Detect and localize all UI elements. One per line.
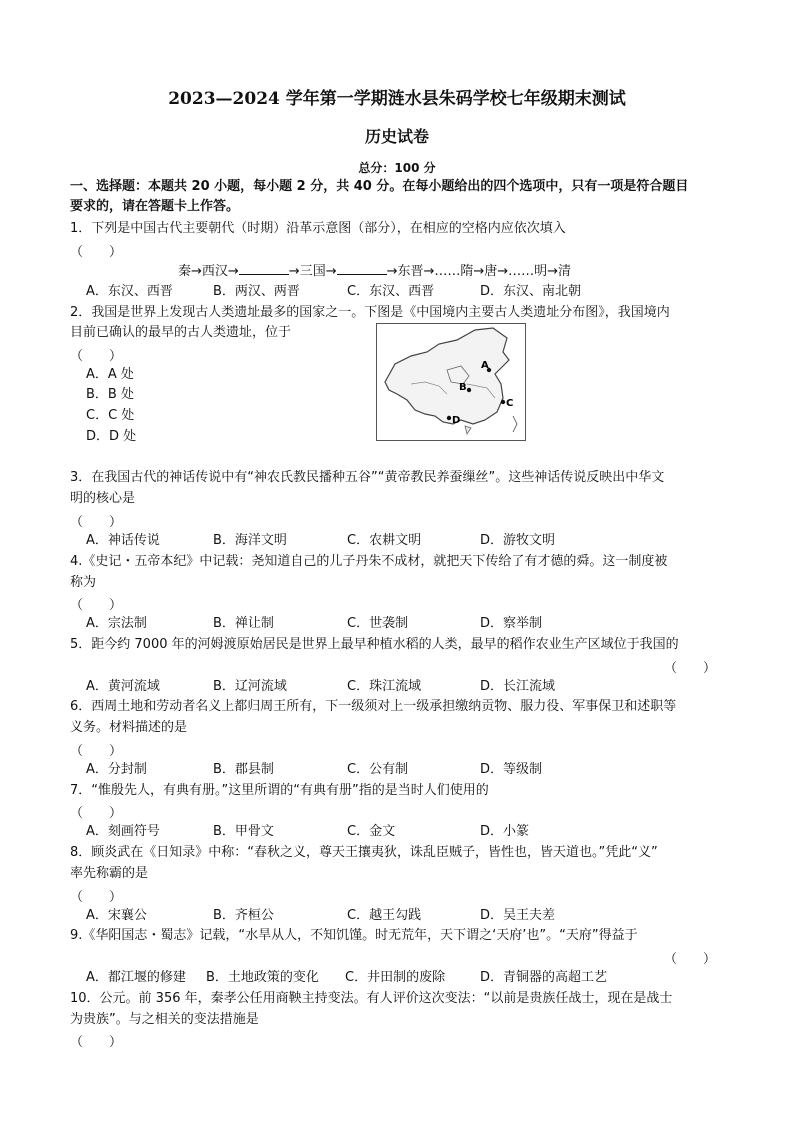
q1-option-c[interactable]: C．东汉、西晋 [347,284,435,299]
q1-option-d[interactable]: D．东汉、南北朝 [480,284,582,299]
q2-option-a[interactable]: A．A 处 [86,367,134,382]
q8-option-c[interactable]: C．越王勾践 [347,908,422,923]
china-map-graphic [377,324,525,440]
q8-answer-paren: （ ） [70,890,123,905]
q5-option-d[interactable]: D．长江流域 [480,679,556,694]
q1-blank-2 [337,262,387,275]
q2-stem-line2: 目前已确认的最早的古人类遗址，位于 [70,325,292,340]
site-marker-d [447,416,451,420]
q6-stem-line2: 义务。材料描述的是 [70,720,188,735]
q7-option-d[interactable]: D．小篆 [480,824,530,839]
q7-option-b[interactable]: B．甲骨文 [213,824,274,839]
q8-stem-line1: 8．顾炎武在《日知录》中称：“春秋之义，尊天王攘夷狄，诛乱臣贼子，皆性也，皆天道也。”凭此“义” [70,845,658,860]
q4-option-a[interactable]: A．宗法制 [86,616,147,631]
q6-option-d[interactable]: D．等级制 [480,762,543,777]
q3-option-b[interactable]: B．海洋文明 [213,533,287,548]
china-ancient-sites-map [376,323,526,441]
q4-answer-paren: （ ） [70,598,123,613]
q4-option-c[interactable]: C．世袭制 [347,616,409,631]
q9-option-b[interactable]: B．土地政策的变化 [206,970,319,985]
site-marker-c [501,400,505,404]
q4-stem-line1: 4.《史记・五帝本纪》中记载：尧知道自己的儿子丹朱不成材，就把天下传给了有才德的舜。这一制度被 [70,554,668,569]
total-score: 总分：100 分 [358,161,436,175]
q1-option-b[interactable]: B．两汉、两晋 [213,284,300,299]
q9-option-d[interactable]: D．青铜器的高超工艺 [480,970,608,985]
q8-option-a[interactable]: A．宋襄公 [86,908,147,923]
q4-option-d[interactable]: D．察举制 [480,616,543,631]
site-label-b: B [459,382,467,393]
exam-title: 2023—2024 学年第一学期涟水县朱码学校七年级期末测试 [168,89,626,109]
q2-option-d[interactable]: D．D 处 [86,429,137,444]
q6-option-a[interactable]: A．分封制 [86,762,147,777]
exam-subtitle: 历史试卷 [364,127,429,146]
q5-option-c[interactable]: C．珠江流域 [347,679,422,694]
q5-option-a[interactable]: A．黄河流域 [86,679,160,694]
site-marker-b [467,388,471,392]
q9-answer-paren: （ ） [664,952,717,967]
q2-answer-paren: （ ） [70,349,123,364]
q7-option-a[interactable]: A．刻画符号 [86,824,160,839]
q9-option-c[interactable]: C．井田制的废除 [345,970,446,985]
q10-stem-line1: 10．公元。前 356 年，秦孝公任用商鞅主持变法。有人评价这次变法：“以前是贵族任战士，现在是战士 [70,991,673,1006]
q2-option-b[interactable]: B．B 处 [86,387,134,402]
section-instructions-line1: 一、选择题：本题共 20 小题，每小题 2 分，共 40 分。在每小题给出的四个选项中，只有一项是符合题目 [70,179,689,194]
q9-stem-line1: 9.《华阳国志・蜀志》记载，“水旱从人，不知饥馑。时无荒年，天下谓之‘天府’也”。“天府”得益于 [70,928,638,943]
q8-option-d[interactable]: D．吴王夫差 [480,908,556,923]
q1-seq-part-b: →三国→ [288,264,337,279]
q6-stem-line1: 6．西周土地和劳动者名义上都归周王所有，下一级须对上一级承担缴纳贡物、服力役、军事保卫和述职等 [70,699,677,714]
q3-option-c[interactable]: C．农耕文明 [347,533,422,548]
site-label-d: D [452,415,461,426]
q4-option-b[interactable]: B．禅让制 [213,616,274,631]
q10-answer-paren: （ ） [70,1035,123,1050]
q7-stem-line1: 7．“惟殷先人，有典有册。”这里所谓的“有典有册”指的是当时人们使用的 [70,783,489,798]
q1-stem: 1．下列是中国古代主要朝代（时期）沿革示意图（部分），在相应的空格内应依次填入 [70,221,566,236]
q10-stem-line2: 为贵族”。与之相关的变法措施是 [70,1012,259,1027]
section-instructions-line2: 要求的，请在答题卡上作答。 [70,199,240,214]
q3-stem-line1: 3．在我国古代的神话传说中有“神农氏教民播种五谷”“黄帝教民养蚕缫丝”。这些神话传说反映出中华文 [70,470,665,485]
q7-answer-paren: （ ） [70,806,123,821]
q1-blank-1 [239,262,289,275]
site-label-c: C [506,398,514,409]
q1-option-a[interactable]: A．东汉、西晋 [86,284,173,299]
q8-option-b[interactable]: B．齐桓公 [213,908,274,923]
q6-answer-paren: （ ） [70,744,123,759]
q3-option-d[interactable]: D．游牧文明 [480,533,556,548]
q2-option-c[interactable]: C．C 处 [86,408,135,423]
q1-answer-paren: （ ） [70,245,123,260]
site-label-a: A [481,360,489,371]
q7-option-c[interactable]: C．金文 [347,824,396,839]
q2-stem-line1: 2．我国是世界上发现古人类遗址最多的国家之一。下图是《中国境内主要古人类遗址分布图》，我国境内 [70,305,670,320]
q3-stem-line2: 明的核心是 [70,491,136,506]
q5-answer-paren: （ ） [664,661,717,676]
q5-option-b[interactable]: B．辽河流域 [213,679,287,694]
q1-seq-part-a: 秦→西汉→ [178,264,239,279]
q1-seq-part-c: →东晋→……隋→唐→……明→清 [386,264,572,279]
q5-stem-line1: 5．距今约 7000 年的河姆渡原始居民是世界上最早种植水稻的人类，最早的稻作农业生产区域位于我国的 [70,637,679,652]
q8-stem-line2: 率先称霸的是 [70,866,149,881]
q9-option-a[interactable]: A．都江堰的修建 [86,970,186,985]
q6-option-c[interactable]: C．公有制 [347,762,409,777]
q3-option-a[interactable]: A．神话传说 [86,533,160,548]
q3-answer-paren: （ ） [70,515,123,530]
q1-dynasty-sequence [178,262,571,281]
q4-stem-line2: 称为 [70,575,97,590]
q6-option-b[interactable]: B．郡县制 [213,762,274,777]
